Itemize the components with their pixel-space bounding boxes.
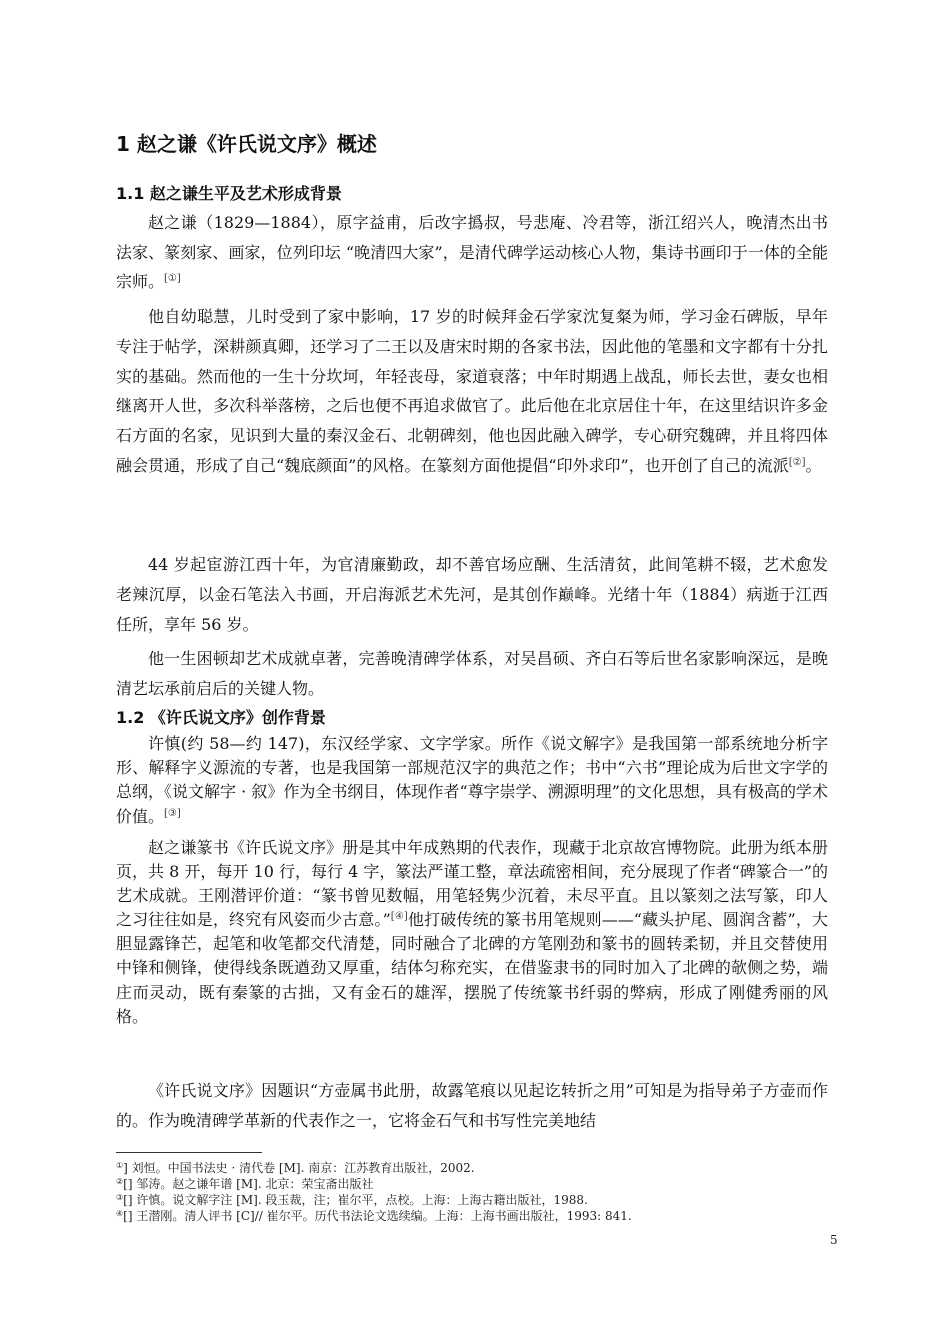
paragraph-text: 他自幼聪慧，儿时受到了家中影响，17 岁的时候拜金石学家沈复粲为师，学习金石碑版，早年专注于帖学，深耕颜真卿，还学习了二王以及唐宋时期的各家书法，因此他的笔墨和文字都有十分扎实的基础。然而他的一生十分坎坷，年轻丧母，家道衰落；中年时期遇上战乱，师长去世，妻女也相继离开人世，多次科举落榜，之后也便不再追求做官了。此后他在北京居住十年，在这里结识许多金石方面的名家，见识到大量的秦汉金石、北朝碑刻，他也因此融入碑学，专心研究魏碑，并且将四体融会贯通，形成了自己“魏底颜面”的风格。在篆刻方面他提倡“印外求印”，也开创了自己的流派 xyxy=(116,307,828,475)
footnote-text: ] 刘恒。中国书法史 · 清代卷 [M]. 南京：江苏教育出版社，2002. xyxy=(123,1161,475,1175)
subsection-heading-1-1: 1.1 赵之谦生平及艺术形成背景 xyxy=(116,184,342,203)
footnote-marker: ① xyxy=(116,1161,124,1170)
paragraph-biography-intro xyxy=(116,208,828,297)
footnote-marker: ② xyxy=(116,1177,124,1186)
paragraph-text: 许慎(约 58—约 147)，东汉经学家、文字学家。所作《说文解字》是我国第一部系统地分析字形、解释字义源流的专著，也是我国第一部规范汉字的典范之作；书中“六书”理论成为后世文字学的总纲，《说文解字 · 叙》作为全书纲目，体现作者“尊字崇学、溯源明理”的文化思想，具有极高的学术价值。 xyxy=(116,734,828,826)
paragraph-early-life xyxy=(116,302,828,481)
paragraph-xu-shen xyxy=(116,732,828,829)
footnote-text: [] 许慎。说文解字注 [M]. 段玉裁，注；崔尔平，点校。上海：上海古籍出版社，1988. xyxy=(123,1193,588,1207)
paragraph-work-description xyxy=(116,836,828,1029)
subsection-heading-1-2: 1.2 《许氏说文序》创作背景 xyxy=(116,708,326,727)
footnote-2 xyxy=(116,1176,828,1192)
citation-ref-4[interactable]: [④] xyxy=(390,911,408,923)
paragraph-text: 赵之谦篆书《许氏说文序》册是其中年成熟期的代表作，现藏于北京故宫博物院。此册为纸本册页，共 8 开，每开 10 行，每行 4 字，篆法严谨工整，章法疏密相间，充分展现了作者“碑篆合一”的艺术成就。王刚潜评价道：“篆书曾见数幅，用笔轻隽少沉着，未尽平直。且以篆刻之法写篆，印人之习往往如是，终究有风姿而少古意。” xyxy=(116,838,828,930)
citation-ref-1[interactable]: [①] xyxy=(164,273,181,285)
paragraph-text-continued: 他打破传统的篆书用笔规则——“藏头护尾、圆润含蓄”，大胆显露锋芒，起笔和收笔都交代清楚，同时融合了北碑的方笔刚劲和篆书的圆转柔韧，并且交替使用中锋和侧锋，使得线条既遒劲又厚重，结体匀称充实，在借鉴隶书的同时加入了北碑的欹侧之势，端庄而灵动，既有秦篆的古拙，又有金石的雄浑，摆脱了传统篆书纤弱的弊病，形成了刚健秀丽的风格。 xyxy=(116,910,828,1026)
section-heading: 1 赵之谦《许氏说文序》概述 xyxy=(116,132,377,156)
paragraph-text: 《许氏说文序》因题识“方壶属书此册，故露笔痕以见起讫转折之用”可知是为指导弟子方壶而作的。作为晚清碑学革新的代表作之一，它将金石气和书写性完美地结 xyxy=(116,1081,828,1130)
citation-ref-2[interactable]: [②] xyxy=(788,456,806,468)
footnote-marker: ③ xyxy=(116,1193,124,1202)
paragraph-jiangxi-years xyxy=(116,550,828,639)
citation-ref-3[interactable]: [③] xyxy=(164,807,181,819)
footnote-separator xyxy=(116,1152,262,1153)
footnotes xyxy=(116,1160,828,1224)
footnote-text: [] 邹涛。赵之谦年谱 [M]. 北京：荣宝斋出版社 xyxy=(123,1177,374,1191)
footnote-1 xyxy=(116,1160,828,1176)
paragraph-text: 44 岁起宦游江西十年，为官清廉勤政，却不善官场应酬、生活清贫，此间笔耕不辍，艺术愈发老辣沉厚，以金石笔法入书画，开启海派艺术先河，是其创作巅峰。光绪十年（1884）病逝于江西任所，享年 56 岁。 xyxy=(116,555,828,634)
page-number: 5 xyxy=(830,1233,838,1247)
footnote-marker: ④ xyxy=(116,1209,124,1218)
paragraph-text: 他一生困顿却艺术成就卓著，完善晚清碑学体系，对吴昌硕、齐白石等后世名家影响深远，是晚清艺坛承前启后的关键人物。 xyxy=(116,649,828,698)
footnote-text: [] 王潜刚。清人评书 [C]// 崔尔平。历代书法论文选续编。上海：上海书画出版社，1993: 841. xyxy=(123,1209,632,1223)
paragraph-text: 赵之谦（1829—1884），原字益甫，后改字撝叔，号悲庵、冷君等，浙江绍兴人，晚清杰出书法家、篆刻家、画家，位列印坛 “晚清四大家”，是清代碑学运动核心人物，集诗书画印于一体的全能宗师。 xyxy=(116,213,828,292)
paragraph-inscription xyxy=(116,1076,828,1135)
paragraph-legacy xyxy=(116,644,828,704)
footnote-4 xyxy=(116,1208,828,1224)
paragraph-end: 。 xyxy=(805,455,822,475)
footnote-3 xyxy=(116,1192,828,1208)
